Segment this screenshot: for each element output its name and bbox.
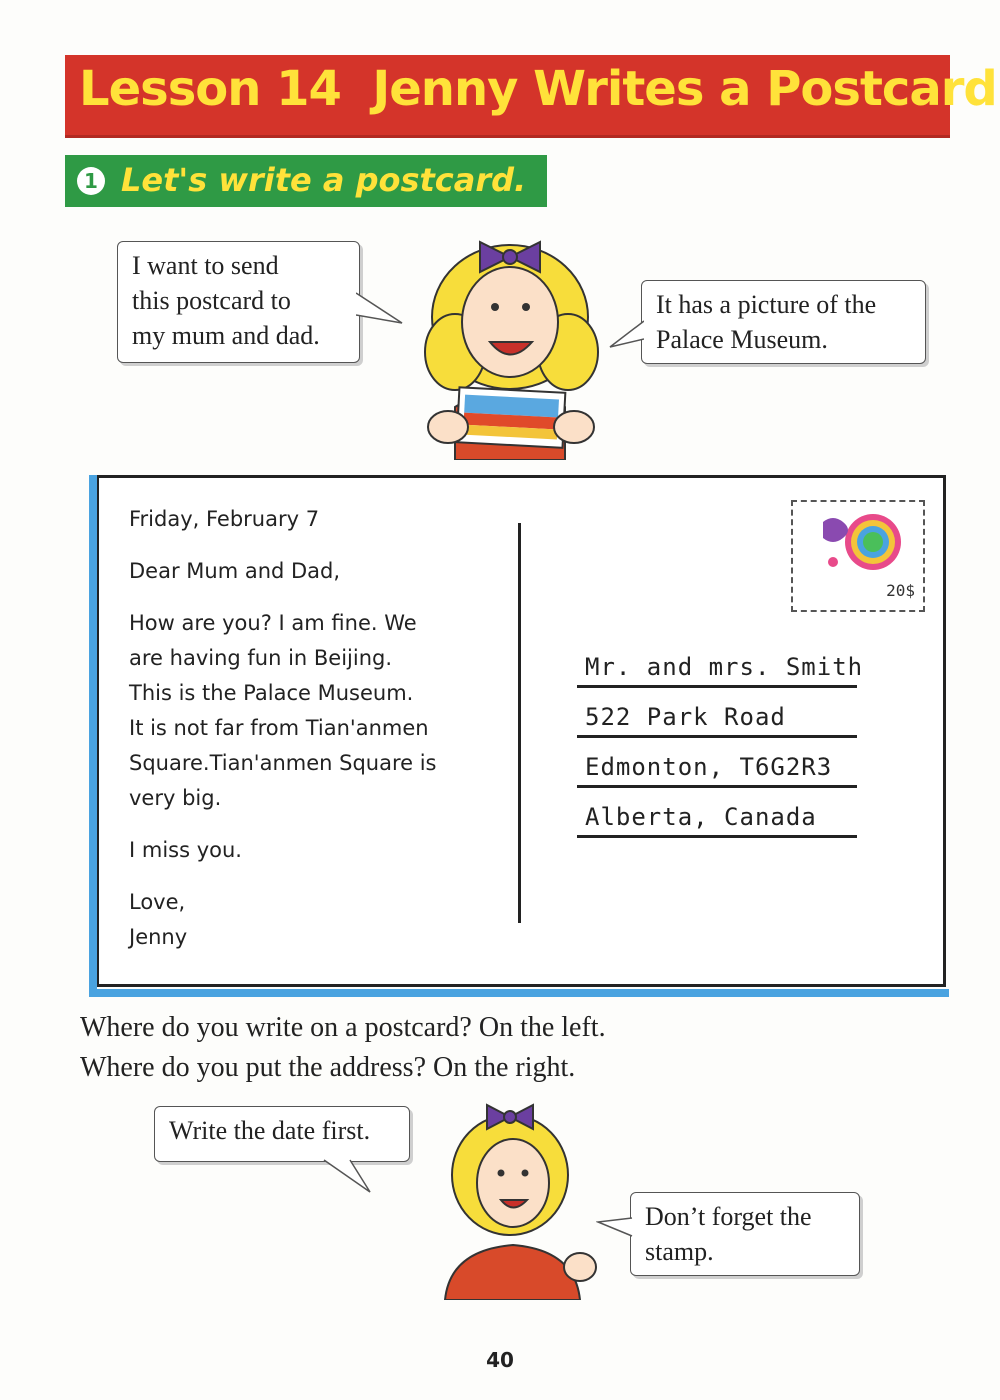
- bubble-line: Write the date first.: [169, 1116, 371, 1145]
- speech-bubble-tail: [320, 1158, 372, 1194]
- address-line: [577, 638, 864, 688]
- postcard-body-line: How are you? I am fine. We: [129, 611, 417, 635]
- bubble-line: I want to send: [132, 251, 279, 280]
- speech-bubble-tail: [356, 285, 406, 330]
- postcard-sign-off: Love,: [129, 890, 186, 914]
- speech-bubble-send-postcard: [117, 241, 360, 363]
- section-heading-bar: [65, 155, 547, 207]
- address-line: [577, 788, 857, 838]
- postage-stamp: [791, 500, 925, 612]
- bubble-line: Palace Museum.: [656, 325, 828, 354]
- stamp-value: 20$: [886, 581, 915, 600]
- postcard-accent-left: [89, 475, 97, 990]
- address-text: Alberta, Canada: [585, 803, 817, 831]
- jenny-holding-postcard-illustration: [390, 222, 630, 460]
- postcard-body-line: are having fun in Beijing.: [129, 646, 393, 670]
- bubble-line: Don’t forget the: [645, 1202, 812, 1231]
- address-text: 522 Park Road: [585, 703, 786, 731]
- section-heading: Let's write a postcard.: [121, 161, 527, 199]
- speech-bubble-tail: [608, 315, 644, 355]
- address-text: Edmonton, T6G2R3: [585, 753, 833, 781]
- speech-bubble-palace-museum: [641, 280, 926, 364]
- question-line: Where do you put the address? On the right.: [80, 1052, 576, 1083]
- postcard-body-line: It is not far from Tian'anmen: [129, 716, 429, 740]
- postcard-signature: Jenny: [129, 925, 188, 949]
- lesson-title-banner: [65, 55, 997, 135]
- postcard-body-line: This is the Palace Museum.: [129, 681, 414, 705]
- postcard-body: [129, 606, 499, 816]
- postcard-body-line: very big.: [129, 786, 222, 810]
- postcard-date: Friday, February 7: [129, 507, 320, 531]
- bubble-line: my mum and dad.: [132, 321, 320, 350]
- section-number: 1: [77, 167, 105, 195]
- address-line: [577, 738, 857, 788]
- page-number: 40: [486, 1348, 514, 1372]
- postcard-message: [129, 502, 499, 972]
- bubble-line: stamp.: [645, 1237, 714, 1266]
- address-text: Mr. and mrs. Smith: [585, 653, 864, 681]
- postcard-divider: [518, 523, 521, 923]
- speech-bubble-tail: [596, 1214, 634, 1244]
- questions: [80, 1008, 606, 1088]
- jenny-waving-illustration: [425, 1095, 605, 1300]
- speech-bubble-stamp-reminder: [630, 1192, 860, 1276]
- bubble-line: this postcard to: [132, 286, 291, 315]
- postcard: [96, 475, 946, 987]
- postcard-address: [577, 638, 864, 838]
- postcard-greeting: Dear Mum and Dad,: [129, 559, 341, 583]
- speech-bubble-write-date: [154, 1106, 410, 1162]
- postcard-closing-note: I miss you.: [129, 838, 242, 862]
- postcard-accent-bottom: [89, 989, 949, 997]
- lesson-title: Lesson 14 Jenny Writes a Postcard: [79, 61, 997, 117]
- question-line: Where do you write on a postcard? On the left.: [80, 1012, 606, 1043]
- bubble-line: It has a picture of the: [656, 290, 877, 319]
- address-line: [577, 688, 857, 738]
- postcard-body-line: Square.Tian'anmen Square is: [129, 751, 437, 775]
